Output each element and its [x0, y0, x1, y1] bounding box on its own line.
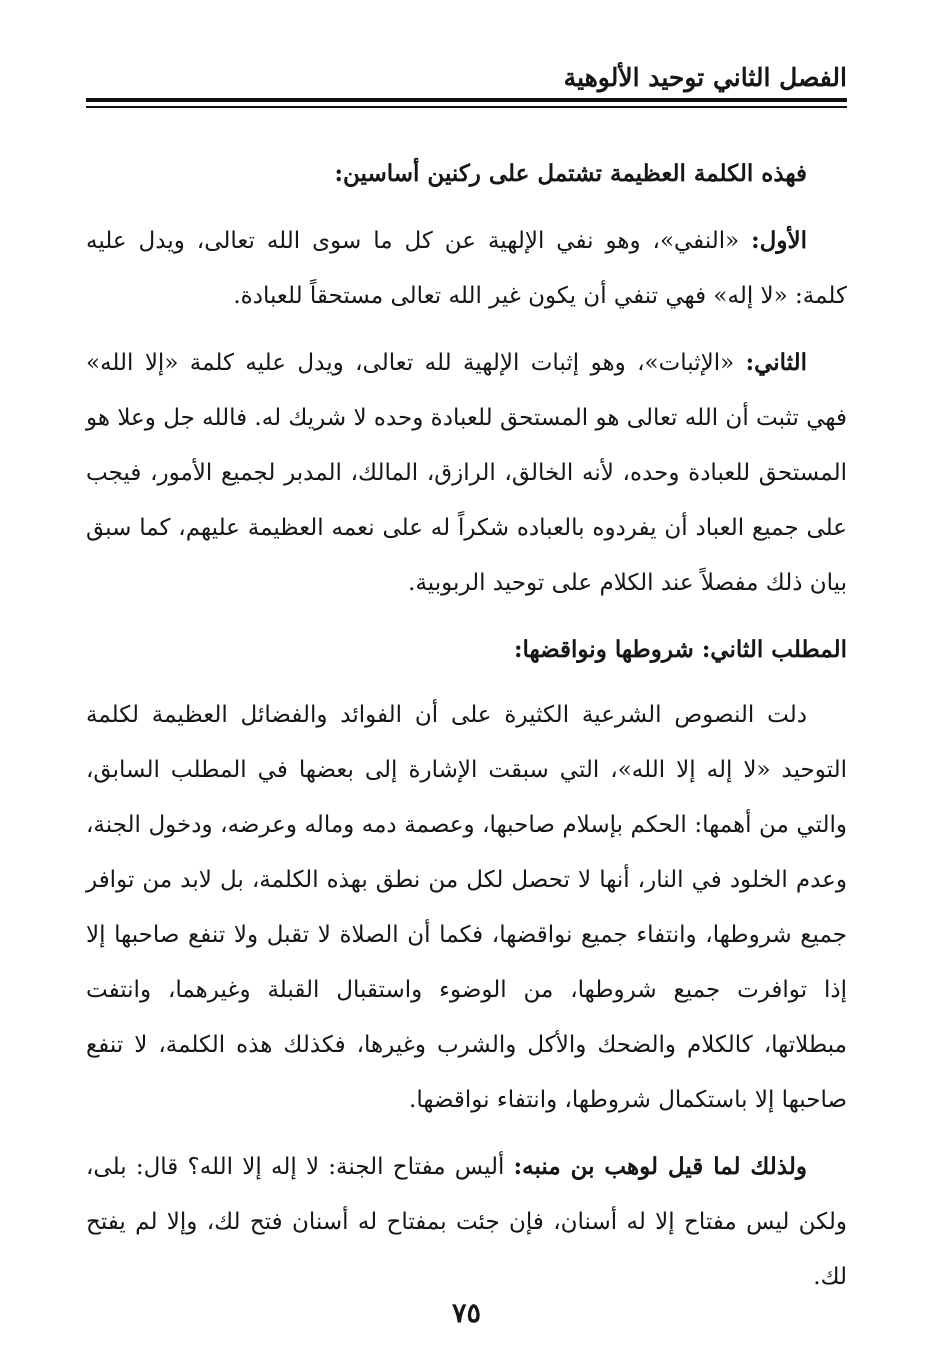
second-pillar-paragraph	[86, 335, 847, 611]
intro-paragraph	[86, 146, 847, 202]
intro-text: فهذه الكلمة العظيمة تشتمل على ركنين أساسين:	[334, 160, 807, 187]
wahb-lead: ولذلك لما قيل لوهب بن منبه:	[513, 1153, 807, 1180]
section-heading: المطلب الثاني: شروطها ونواقضها:	[514, 636, 847, 663]
second-pillar-text: «الإثبات»، وهو إثبات الإلهية لله تعالى، ويدل عليه كلمة «إلا الله» فهي تثبت أن الله تعالى هو المستحق للعبادة وحده لا شريك له. فالله جل وعلا هو المستحق للعبادة وحده، لأنه الخالق، الرازق، المالك، المدبر لجميع الأمور، فيجب على جميع العباد أن يفردوه بالعباده شكراً له على نعمه العظيمة عليهم، كما سبق بيان ذلك مفصلاً عند الكلام على توحيد الربوبية.	[86, 350, 847, 596]
page-number: ٧٥	[451, 1298, 481, 1329]
second-pillar-lead: الثاني:	[745, 349, 807, 376]
header-rule-thick	[86, 98, 847, 102]
wahb-paragraph	[86, 1139, 847, 1305]
page-header	[86, 50, 847, 110]
header-rule-thin	[86, 106, 847, 108]
first-pillar-lead: الأول:	[751, 227, 807, 254]
first-pillar-text: «النفي»، وهو نفي الإلهية عن كل ما سوى الله تعالى، ويدل عليه كلمة: «لا إله» فهي تنفي أن يكون غير الله تعالى مستحقاً للعبادة.	[86, 228, 847, 309]
wahb-text: أليس مفتاح الجنة: لا إله إلا الله؟ قال: بلى، ولكن ليس مفتاح إلا له أسنان، فإن جئت بمفتاح له أسنان فتح لك، وإلا لم يفتح لك.	[86, 1154, 847, 1290]
running-title: الفصل الثاني توحيد الألوهية	[563, 63, 847, 92]
page-body	[86, 146, 847, 1316]
first-pillar-paragraph	[86, 213, 847, 324]
conditions-paragraph: دلت النصوص الشرعية الكثيرة على أن الفوائد والفضائل العظيمة لكلمة التوحيد «لا إله إلا الله»، التي سبقت الإشارة إلى بعضها في المطلب السابق، والتي من أهمها: الحكم بإسلام صاحبها، وعصمة دمه وماله وعرضه، ودخول الجنة، وعدم الخلود في النار، أنها لا تحصل لكل من نطق بهذه الكلمة، بل لابد من توافر جميع شروطها، وانتفاء جميع نواقضها، فكما أن الصلاة لا تقبل ولا تنفع صاحبها إلا إذا توافرت جميع شروطها، من الوضوء واستقبال القبلة وغيرهما، وانتفت مبطلاتها، كالكلام والضحك والأكل والشرب وغيرها، فكذلك هذه الكلمة، لا تنفع صاحبها إلا باستكمال شروطها، وانتفاء نواقضها.	[86, 702, 847, 1113]
